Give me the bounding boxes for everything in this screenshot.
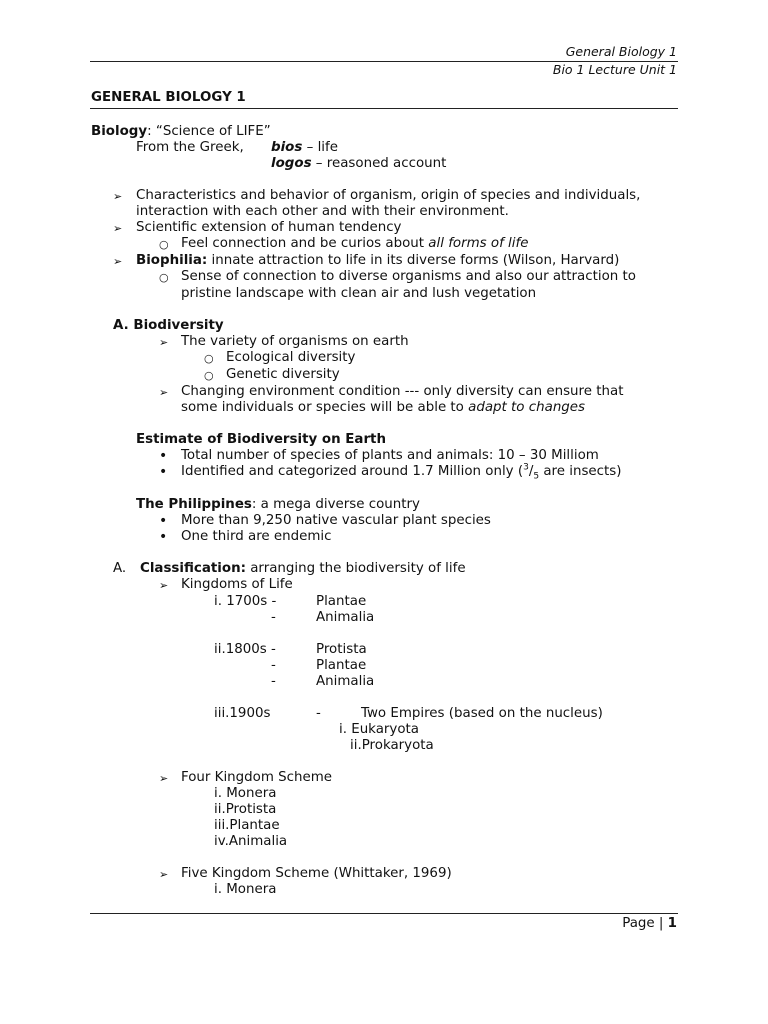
empire-eukaryota: i. Eukaryota bbox=[339, 722, 419, 737]
bullet-characteristics-line2: interaction with each other and with their environment. bbox=[136, 204, 509, 219]
estimate-identified-suffix: are insects) bbox=[539, 464, 622, 479]
bios-term: bios bbox=[271, 140, 303, 155]
kingdoms-of-life: Kingdoms of Life bbox=[181, 577, 293, 592]
empire-prokaryota: ii.Prokaryota bbox=[350, 738, 434, 753]
era-1700s-kingdom-plantae: Plantae bbox=[316, 594, 367, 609]
era-1700s-label: i. 1700s - bbox=[214, 594, 277, 609]
footer-rule bbox=[90, 913, 678, 914]
dot-bullet-icon: • bbox=[159, 464, 168, 480]
classification-term: Classification: bbox=[140, 561, 246, 576]
list-dash: - bbox=[271, 658, 276, 673]
arrow-bullet-icon: ➢ bbox=[113, 190, 123, 203]
four-kingdom-animalia: iv.Animalia bbox=[214, 834, 288, 849]
sub-bullet-biophilia-line2: pristine landscape with clean air and lush vegetation bbox=[181, 286, 537, 301]
era-1800s-kingdom-animalia: Animalia bbox=[316, 674, 375, 689]
era-1900s-two-empires: Two Empires (based on the nucleus) bbox=[361, 706, 603, 721]
running-header-unit: Bio 1 Lecture Unit 1 bbox=[552, 62, 677, 77]
classification-desc: arranging the biodiversity of life bbox=[245, 561, 466, 576]
era-1900s-dash: - bbox=[316, 706, 321, 721]
biophilia-term: Biophilia: bbox=[136, 253, 208, 268]
fraction-numerator: 3 bbox=[523, 462, 529, 473]
page-label: Page | bbox=[622, 916, 668, 931]
estimate-item-total: Total number of species of plants and animals: 10 – 30 Milliom bbox=[181, 448, 599, 463]
changing-line2-text: some individuals or species will be able to bbox=[181, 400, 469, 415]
running-header-course: General Biology 1 bbox=[565, 44, 677, 59]
circle-bullet-icon: ○ bbox=[159, 271, 169, 284]
bios-def: – life bbox=[302, 140, 338, 155]
biodiversity-item-changing-line2 bbox=[181, 400, 585, 416]
sub-bullet-biophilia-line1: Sense of connection to diverse organisms and also our attraction to bbox=[181, 269, 636, 284]
era-1700s-kingdom-animalia: Animalia bbox=[316, 610, 375, 625]
sub-bullet-connection bbox=[181, 236, 528, 252]
sub-bullet-connection-emphasis: all forms of life bbox=[428, 236, 529, 251]
biology-def: : “Science of LIFE” bbox=[147, 124, 271, 139]
four-kingdom-scheme: Four Kingdom Scheme bbox=[181, 770, 333, 785]
bullet-characteristics-line1: Characteristics and behavior of organism, origin of species and individuals, bbox=[136, 188, 641, 203]
section-heading-philippines bbox=[136, 497, 420, 513]
fraction-denominator: 5 bbox=[533, 471, 540, 482]
dot-bullet-icon: • bbox=[159, 448, 168, 464]
philippines-item-endemic: One third are endemic bbox=[181, 529, 332, 544]
four-kingdom-protista: ii.Protista bbox=[214, 802, 277, 817]
five-kingdom-scheme: Five Kingdom Scheme (Whittaker, 1969) bbox=[181, 866, 452, 881]
four-kingdom-plantae: iii.Plantae bbox=[214, 818, 280, 833]
title-rule bbox=[90, 108, 678, 109]
fraction-slash: / bbox=[528, 464, 534, 479]
biology-definition bbox=[91, 124, 271, 140]
biophilia-def: innate attraction to life in its diverse forms (Wilson, Harvard) bbox=[207, 253, 620, 268]
arrow-bullet-icon: ➢ bbox=[159, 868, 169, 881]
era-1800s-kingdom-plantae: Plantae bbox=[316, 658, 367, 673]
four-kingdom-monera: i. Monera bbox=[214, 786, 277, 801]
greek-origin-label: From the Greek, bbox=[136, 140, 244, 155]
logos-def: – reasoned account bbox=[311, 156, 447, 171]
arrow-bullet-icon: ➢ bbox=[159, 579, 169, 592]
biology-term: Biology bbox=[91, 124, 148, 139]
section-heading-biodiversity: A. Biodiversity bbox=[113, 318, 224, 333]
changing-line2-emphasis: adapt to changes bbox=[468, 400, 586, 415]
estimate-identified-text: Identified and categorized around 1.7 Million only ( bbox=[181, 464, 524, 479]
arrow-bullet-icon: ➢ bbox=[159, 336, 169, 349]
document-title: GENERAL BIOLOGY 1 bbox=[91, 90, 246, 105]
dot-bullet-icon: • bbox=[159, 513, 168, 529]
arrow-bullet-icon: ➢ bbox=[159, 386, 169, 399]
bullet-scientific-extension: Scientific extension of human tendency bbox=[136, 220, 402, 235]
dot-bullet-icon: • bbox=[159, 529, 168, 545]
estimate-item-identified bbox=[181, 464, 621, 480]
page-num: 1 bbox=[667, 916, 677, 931]
philippines-item-plants: More than 9,250 native vascular plant species bbox=[181, 513, 491, 528]
arrow-bullet-icon: ➢ bbox=[159, 772, 169, 785]
list-dash: - bbox=[271, 610, 276, 625]
five-kingdom-monera: i. Monera bbox=[214, 882, 277, 897]
era-1800s-label: ii.1800s - bbox=[214, 642, 276, 657]
section-heading-estimate: Estimate of Biodiversity on Earth bbox=[136, 432, 386, 447]
bullet-biophilia bbox=[136, 253, 619, 269]
arrow-bullet-icon: ➢ bbox=[113, 255, 123, 268]
circle-bullet-icon: ○ bbox=[204, 369, 214, 382]
arrow-bullet-icon: ➢ bbox=[113, 222, 123, 235]
classification-letter: A. bbox=[113, 561, 127, 576]
list-dash: - bbox=[271, 674, 276, 689]
philippines-desc: : a mega diverse country bbox=[251, 497, 420, 512]
logos-line bbox=[271, 156, 446, 172]
section-heading-classification bbox=[140, 561, 466, 577]
biodiversity-item-changing-line1: Changing environment condition --- only diversity can ensure that bbox=[181, 384, 624, 399]
era-1800s-kingdom-protista: Protista bbox=[316, 642, 367, 657]
biodiversity-sub-genetic: Genetic diversity bbox=[226, 367, 340, 382]
philippines-term: The Philippines bbox=[136, 497, 252, 512]
page-number bbox=[622, 916, 677, 932]
circle-bullet-icon: ○ bbox=[159, 238, 169, 251]
biodiversity-sub-ecological: Ecological diversity bbox=[226, 350, 356, 365]
circle-bullet-icon: ○ bbox=[204, 352, 214, 365]
biodiversity-item-variety: The variety of organisms on earth bbox=[181, 334, 409, 349]
bios-line bbox=[271, 140, 338, 156]
era-1900s-label: iii.1900s bbox=[214, 706, 271, 721]
sub-bullet-connection-text: Feel connection and be curios about bbox=[181, 236, 429, 251]
logos-term: logos bbox=[271, 156, 312, 171]
